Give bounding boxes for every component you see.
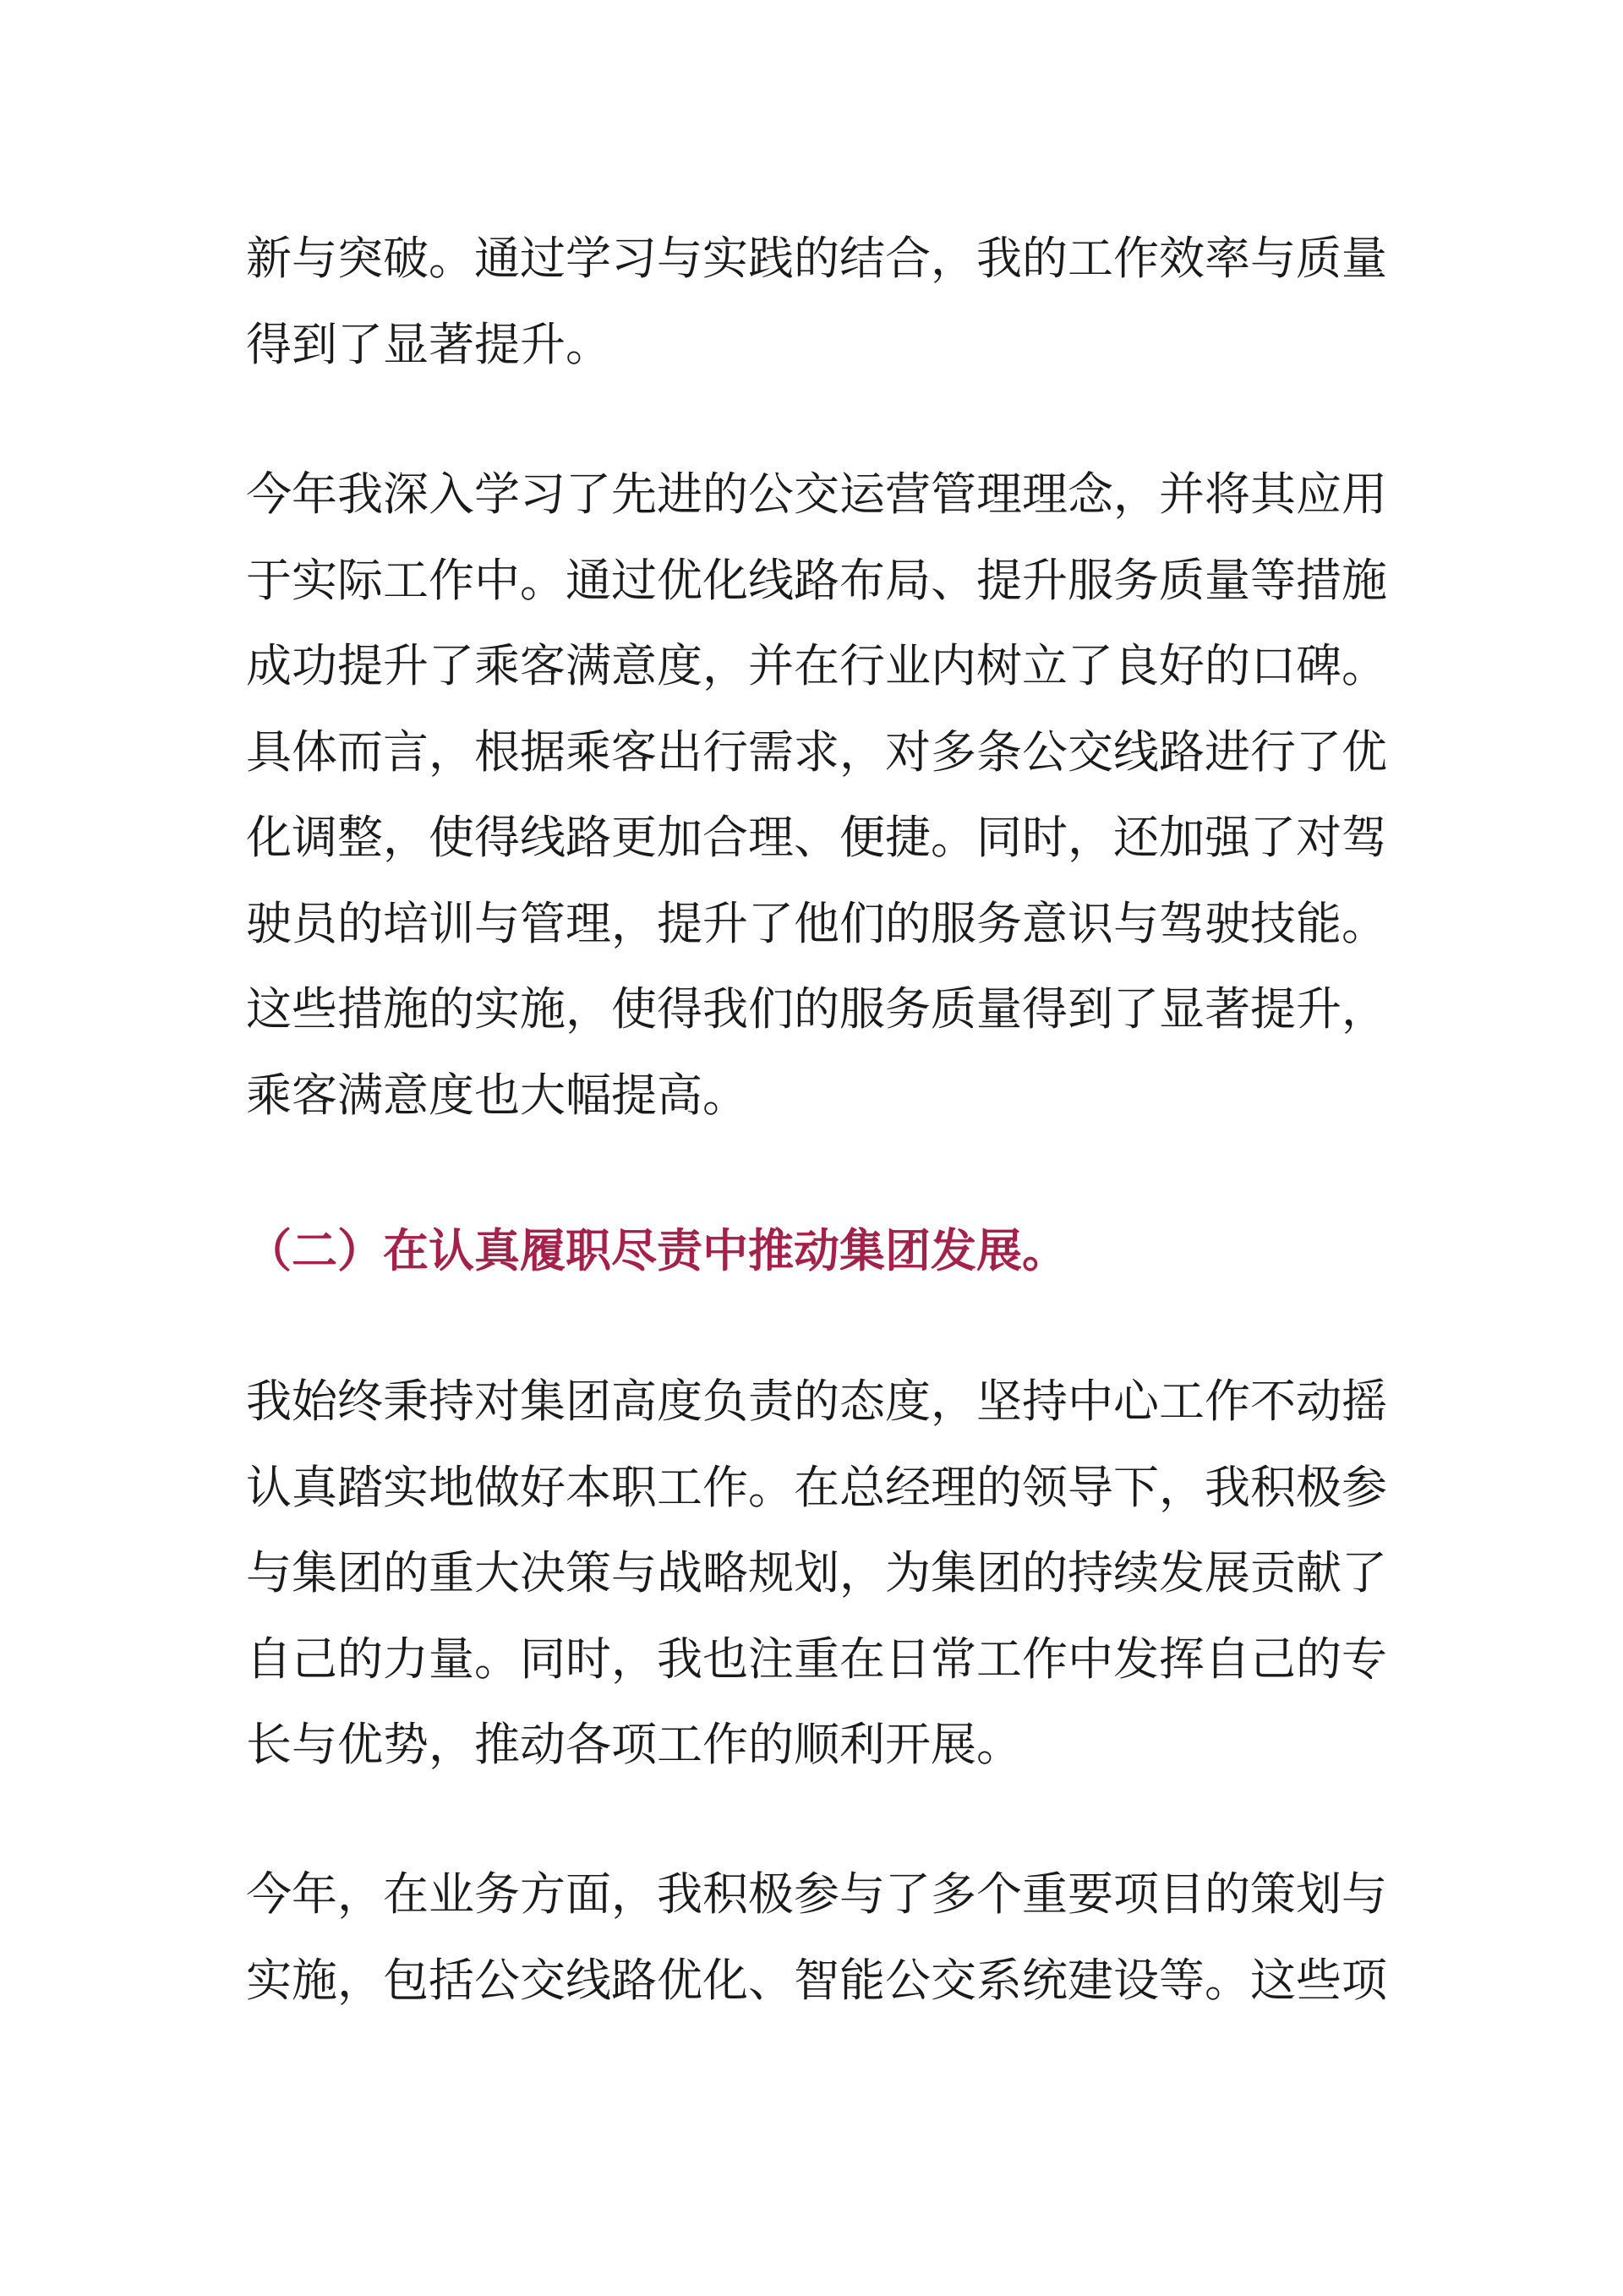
paragraph-line: 化调整，使得线路更加合理、便捷。同时，还加强了对驾 [246,811,1387,864]
paragraph-line: 与集团的重大决策与战略规划，为集团的持续发展贡献了 [246,1546,1387,1599]
paragraph-2 [246,451,1387,1138]
paragraph-line: 今年，在业务方面，我积极参与了多个重要项目的策划与 [246,1867,1387,1921]
paragraph-line: 具体而言，根据乘客出行需求，对多条公交线路进行了优 [246,724,1387,779]
paragraph-line: 认真踏实地做好本职工作。在总经理的领导下，我积极参 [246,1460,1387,1514]
paragraph-1 [246,216,1387,387]
paragraph-line: 得到了显著提升。 [246,317,611,371]
paragraph-line: 新与突破。通过学习与实践的结合，我的工作效率与质量 [246,232,1387,285]
paragraph-line: 于实际工作中。通过优化线路布局、提升服务质量等措施 [246,553,1387,607]
paragraph-line: 这些措施的实施，使得我们的服务质量得到了显著提升， [246,982,1387,1036]
section-heading: （二）在认真履职尽责中推动集团发展。 [246,1224,1068,1277]
paragraph-line: 实施，包括公交线路优化、智能公交系统建设等。这些项 [246,1953,1387,2007]
paragraph-line: 今年我深入学习了先进的公交运营管理理念，并将其应用 [246,467,1387,521]
paragraph-line: 乘客满意度也大幅提高。 [246,1068,748,1122]
paragraph-line: 自己的力量。同时，我也注重在日常工作中发挥自己的专 [246,1632,1387,1686]
paragraph-line: 我始终秉持对集团高度负责的态度，坚持中心工作不动摇 [246,1375,1387,1428]
paragraph-3 [246,1358,1387,1788]
paragraph-4 [246,1851,1387,2023]
paragraph-line: 成功提升了乘客满意度，并在行业内树立了良好的口碑。 [246,639,1387,692]
paragraph-line: 驶员的培训与管理，提升了他们的服务意识与驾驶技能。 [246,896,1387,950]
paragraph-line: 长与优势，推动各项工作的顺利开展。 [246,1718,1022,1771]
